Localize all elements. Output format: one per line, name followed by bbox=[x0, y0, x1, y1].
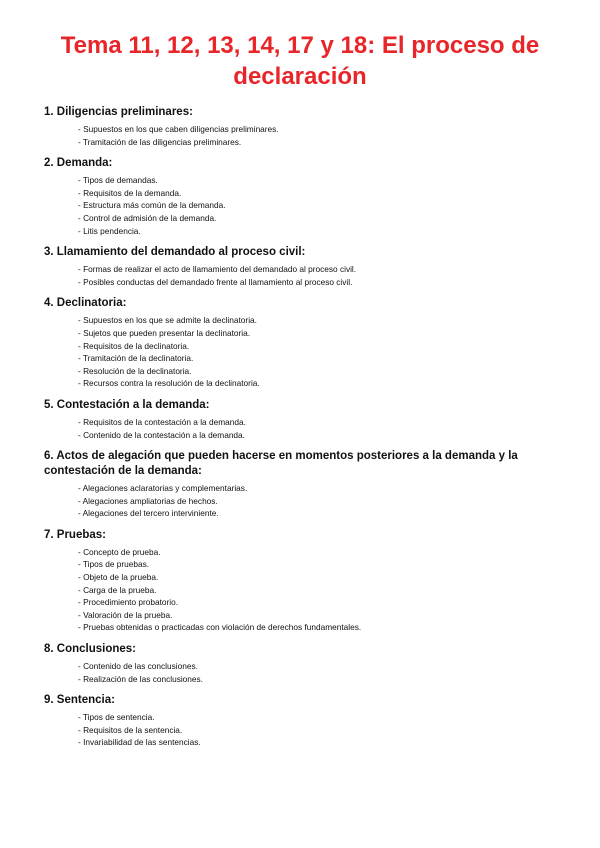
topic-list bbox=[44, 482, 564, 520]
section-heading: 7. Pruebas: bbox=[44, 528, 106, 541]
section-heading: 2. Demanda: bbox=[44, 157, 113, 170]
section-1 bbox=[44, 105, 564, 148]
list-item: - Control de admisión de la demanda. bbox=[78, 212, 217, 223]
section-4 bbox=[44, 296, 564, 390]
section-heading: 6. Actos de alegación que pueden hacerse en momentos posteriores a la demanda y la contestación de la demanda: bbox=[44, 450, 518, 478]
list-item: - Contenido de las conclusiones. bbox=[78, 661, 198, 672]
list-item: - Contenido de la contestación a la demanda. bbox=[78, 429, 245, 440]
list-item: - Tipos de pruebas. bbox=[78, 559, 150, 570]
list-item: - Requisitos de la sentencia. bbox=[78, 724, 183, 735]
section-7 bbox=[44, 528, 564, 634]
list-item: - Supuestos en los que se admite la declinatoria. bbox=[78, 315, 257, 326]
document-title: Tema 11, 12, 13, 14, 17 y 18: El proceso de declaración bbox=[60, 32, 540, 90]
section-heading: 8. Conclusiones: bbox=[44, 643, 137, 656]
list-item: - Carga de la prueba. bbox=[78, 584, 157, 595]
list-item: - Estructura más común de la demanda. bbox=[78, 200, 226, 211]
section-9 bbox=[44, 693, 564, 749]
topic-list bbox=[44, 123, 564, 148]
list-item: - Realización de las conclusiones. bbox=[78, 673, 203, 684]
list-item: - Requisitos de la contestación a la demanda. bbox=[78, 416, 246, 427]
list-item: - Alegaciones del tercero interviniente. bbox=[78, 508, 219, 519]
section-8 bbox=[44, 642, 564, 685]
section-3 bbox=[44, 245, 564, 288]
list-item: - Supuestos en los que caben diligencias preliminares. bbox=[78, 124, 279, 134]
section-heading: 5. Contestación a la demanda: bbox=[44, 398, 210, 411]
list-item: - Litis pendencia. bbox=[78, 225, 141, 236]
topic-list bbox=[44, 174, 564, 237]
topic-list bbox=[44, 546, 564, 634]
list-item: - Sujetos que pueden presentar la declinatoria. bbox=[78, 327, 251, 338]
list-item: - Procedimiento probatorio. bbox=[78, 597, 179, 608]
topic-list bbox=[44, 263, 564, 288]
list-item: - Requisitos de la demanda. bbox=[78, 187, 182, 198]
list-item: - Objeto de la prueba. bbox=[78, 572, 159, 583]
list-item: - Posibles conductas del demandado frente al llamamiento al proceso civil. bbox=[78, 276, 353, 287]
list-item: - Tipos de sentencia. bbox=[78, 712, 155, 723]
section-heading: 4. Declinatoria: bbox=[44, 297, 127, 310]
list-item: - Tramitación de la declinatoria. bbox=[78, 353, 194, 364]
topic-list bbox=[44, 711, 564, 749]
topic-list bbox=[44, 416, 564, 441]
list-item: - Alegaciones aclaratorias y complementarias. bbox=[78, 483, 248, 494]
list-item: - Requisitos de la declinatoria. bbox=[78, 340, 190, 351]
section-heading: 3. Llamamiento del demandado al proceso civil: bbox=[44, 246, 306, 259]
syllabus-content bbox=[44, 105, 564, 757]
section-2 bbox=[44, 156, 564, 237]
topic-list bbox=[44, 660, 564, 685]
section-heading: 9. Sentencia: bbox=[44, 694, 115, 707]
list-item: - Valoración de la prueba. bbox=[78, 609, 173, 620]
list-item: - Tramitación de las diligencias preliminares. bbox=[78, 136, 242, 147]
topic-list bbox=[44, 314, 564, 390]
list-item: - Alegaciones ampliatorias de hechos. bbox=[78, 495, 218, 506]
list-item: - Pruebas obtenidas o practicadas con violación de derechos fundamentales. bbox=[78, 622, 362, 633]
section-6 bbox=[44, 449, 564, 520]
list-item: - Invariabilidad de las sentencias. bbox=[78, 737, 201, 748]
section-heading: 1. Diligencias preliminares: bbox=[44, 106, 193, 118]
list-item: - Resolución de la declinatoria. bbox=[78, 365, 192, 376]
list-item: - Formas de realizar el acto de llamamiento del demandado al proceso civil. bbox=[78, 264, 357, 275]
list-item: - Recursos contra la resolución de la declinatoria. bbox=[78, 378, 260, 389]
list-item: - Concepto de prueba. bbox=[78, 546, 161, 557]
list-item: - Tipos de demandas. bbox=[78, 175, 158, 186]
section-5 bbox=[44, 398, 564, 441]
